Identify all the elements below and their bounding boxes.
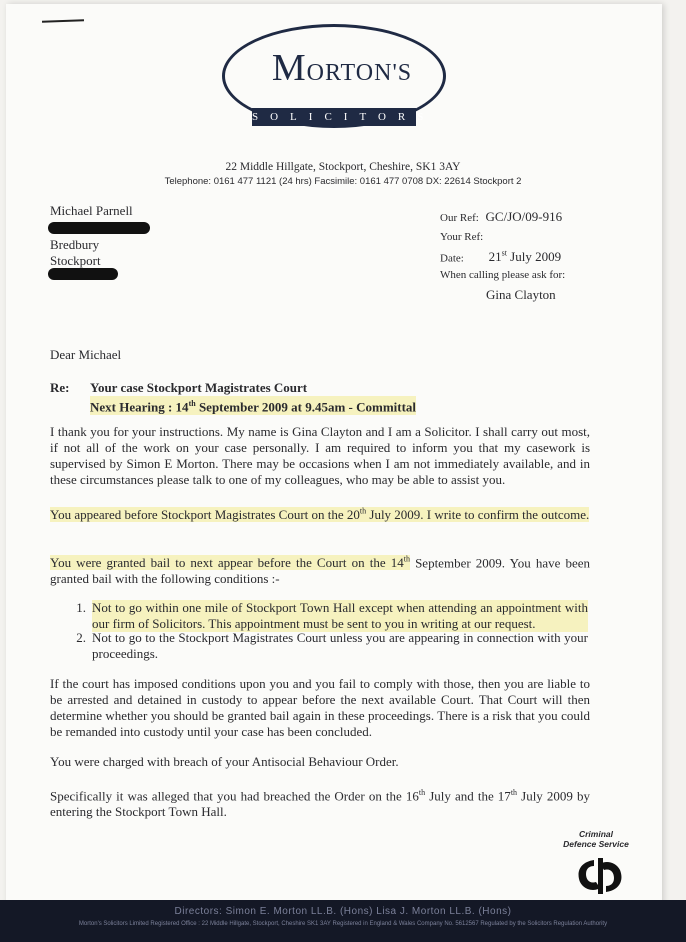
logo-name-rest: ORTON'S [306,60,413,86]
paragraph-charge: You were charged with breach of your Antisocial Behaviour Order. [50,754,399,769]
p6-sup2: th [510,788,518,797]
p2-a: You appeared before Stockport Magistrates Court on the 20 [50,507,360,523]
footer-directors: Directors: Simon E. Morton LL.B. (Hons) Lisa J. Morton LL.B. (Hons) [174,906,512,917]
salutation: Dear Michael [50,347,122,362]
condition-1-num: 1. [76,600,86,615]
date-label: Date: [440,252,464,265]
re-line-2-sup: th [188,399,196,408]
re-label: Re: [50,380,70,395]
our-ref-label: Our Ref: [440,212,479,224]
logo-initial: M [271,47,307,89]
p3-b: September 2009. You have been granted bail with the following conditions :- [50,555,590,587]
condition-1-text: Not to go within one mile of Stockport Town Hall except when attending an appointment with our firm of Solicitors. This appointment must be sent to you in writing at our request. [92,600,588,631]
logo-solicitors-bar: SOLICITORS [252,108,416,126]
letter-page [6,4,662,942]
letter-footer [0,900,686,942]
paragraph-bail [50,552,590,587]
re-line-2b: September 2009 at 9.45am - Committal [195,399,417,415]
date-sup: st [501,249,507,258]
p6-b: July and the 17 [425,788,511,804]
p3-a: You were granted bail to next appear before the Court on the 14 [50,555,404,571]
paragraph-allegation [50,785,590,820]
date-rest: July 2009 [506,249,562,265]
p2-b: July 2009. I write to confirm the outcome. [366,507,590,523]
letter-date [440,249,561,265]
ask-for-label: When calling please ask for: [440,269,566,281]
recipient-city: Stockport [50,253,101,268]
date-day: 21 [488,249,502,265]
footer-registered: Morton's Solicitors Limited Registered Office : 22 Middle Hillgate, Stockport, Cheshire SK1 3AY Registered in England & Wales Company No. 5612567 Regulated by the Solicitors Regulation Authority [78,921,608,927]
our-ref-value: GC/JO/09-916 [485,209,563,224]
re-line-2 [90,396,416,415]
p6-c: July 2009 by entering the Stockport Town Hall. [50,788,590,820]
your-ref [440,228,483,244]
pen-mark [42,19,84,22]
redaction-address-line [48,222,150,234]
p3-sup: th [403,555,410,564]
re-line-1: Your case Stockport Magistrates Court [90,380,308,395]
paragraph-conditions-warning: If the court has imposed conditions upon you and you fail to comply with those, then you are liable to be arrested and detained in custody to appear before the next available Court. That Court will then determine whether you should be granted bail again in these proceedings. There is a risk that you could be remanded into custody until your case has been concluded. [50,676,590,739]
p2-sup: th [359,507,367,516]
paragraph-appearance [50,504,590,523]
paragraph-intro: I thank you for your instructions. My name is Gina Clayton and I am a Solicitor. I shall carry out most, if not all of the work on your case personally. I am required to inform you that my casework is supervised by Simon E Morton. There may be occasions when I am not immediately available, and in these circumstances please talk to one of my colleagues, who may be able to assist you. [50,424,590,487]
ask-for-name: Gina Clayton [486,287,556,302]
condition-2-num: 2. [76,630,86,645]
firm-address: 22 Middle Hillgate, Stockport, Cheshire, SK1 3AY [225,161,461,173]
p6-sup1: th [418,788,426,797]
our-ref [440,209,562,225]
cds-line-2: Defence Service [563,839,629,849]
recipient-name: Michael Parnell [50,203,133,218]
re-line-2a: Next Hearing : 14 [90,399,189,415]
redaction-postcode [48,268,118,280]
cds-line-1: Criminal [578,829,613,839]
firm-logo-name [252,46,432,90]
firm-contact: Telephone: 0161 477 1121 (24 hrs) Facsimile: 0161 477 0708 DX: 22614 Stockport 2 [164,176,522,187]
your-ref-label: Your Ref: [440,231,484,243]
cds-caption [556,829,636,849]
cds-logo-icon [572,854,628,898]
recipient-town: Bredbury [50,237,100,252]
re-subject [90,380,416,415]
condition-2-text: Not to go to the Stockport Magistrates Court unless you are appearing in connection with your proceedings. [92,630,588,661]
p6-a: Specifically it was alleged that you had breached the Order on the 16 [50,788,419,804]
